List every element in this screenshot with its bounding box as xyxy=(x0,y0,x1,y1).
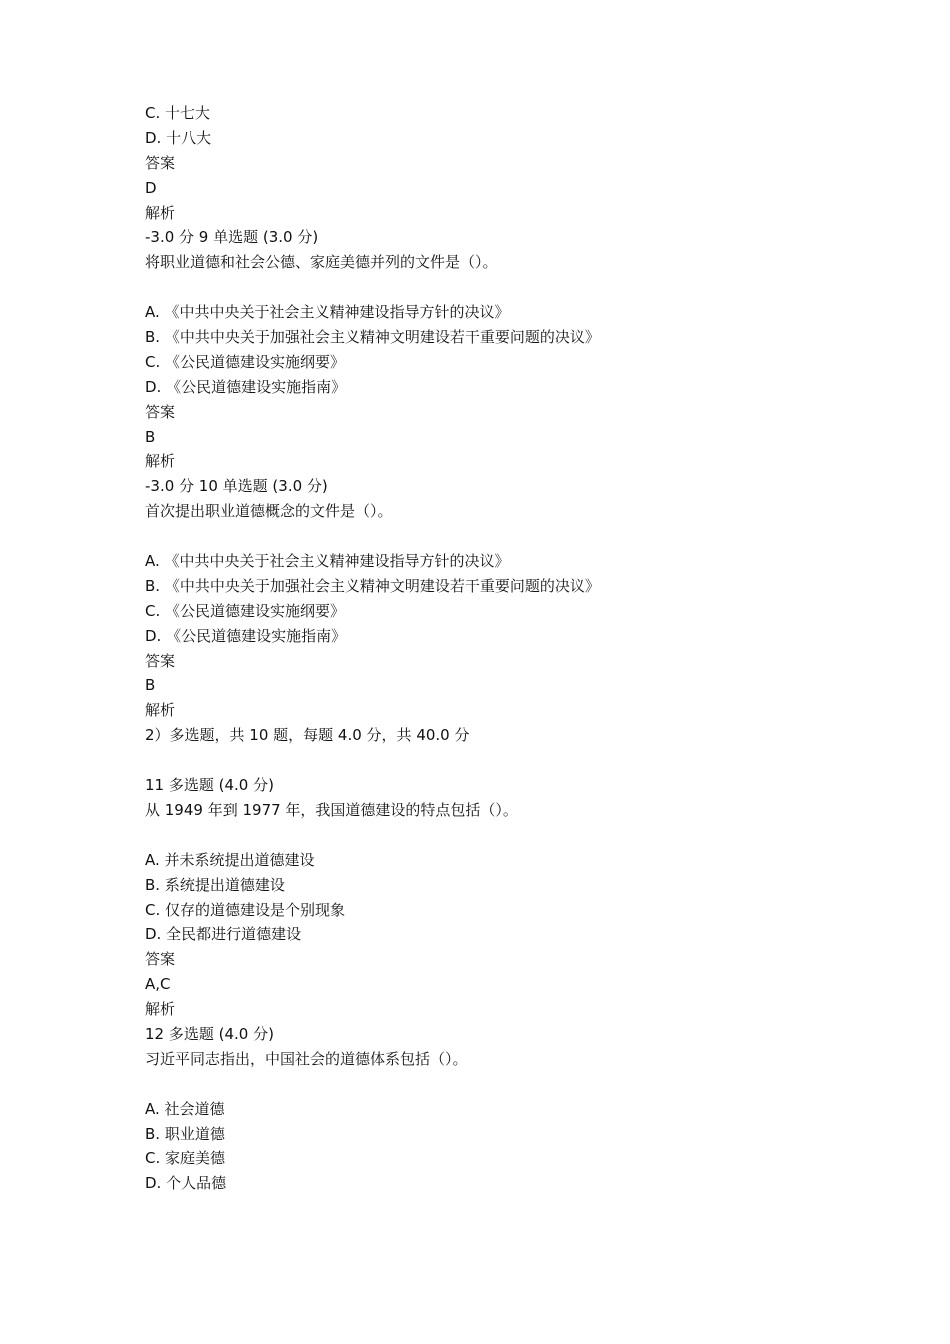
analysis-label: 解析 xyxy=(145,203,176,222)
blank-line xyxy=(145,823,905,848)
option-d-q9: D. 《公民道德建设实施指南》 xyxy=(145,377,347,396)
option-a-q12: A. 社会道德 xyxy=(145,1099,225,1118)
analysis-label: 解析 xyxy=(145,701,176,720)
question-text-10: 首次提出职业道德概念的文件是（）。 xyxy=(145,502,393,521)
option-a-q11: A. 并未系统提出道德建设 xyxy=(145,850,315,869)
option-c-q12: C. 家庭美德 xyxy=(145,1149,226,1168)
option-d-q11: D. 全民都进行道德建设 xyxy=(145,925,302,944)
option-d-q10: D. 《公民道德建设实施指南》 xyxy=(145,626,347,645)
option-b-q9: B. 《中共中央关于加强社会主义精神文明建设若干重要问题的决议》 xyxy=(145,328,600,347)
answer-label: 答案 xyxy=(145,402,176,421)
document-page xyxy=(145,101,905,1196)
question-header-11: 11 多选题 (4.0 分) xyxy=(145,776,274,795)
answer-label: 答案 xyxy=(145,153,176,172)
option-c-q9: C. 《公民道德建设实施纲要》 xyxy=(145,352,346,371)
question-header-9: -3.0 分 9 单选题 (3.0 分) xyxy=(145,228,319,247)
answer-label: 答案 xyxy=(145,950,176,969)
option-b-q11: B. 系统提出道德建设 xyxy=(145,875,285,894)
analysis-label: 解析 xyxy=(145,452,176,471)
option-d-q12: D. 个人品德 xyxy=(145,1174,227,1193)
answer-value: A,C xyxy=(145,975,171,994)
option-a-q9: A. 《中共中央关于社会主义精神建设指导方针的决议》 xyxy=(145,303,510,322)
question-text-9: 将职业道德和社会公德、家庭美德并列的文件是（）。 xyxy=(145,253,498,272)
blank-line xyxy=(145,1072,905,1097)
question-header-10: -3.0 分 10 单选题 (3.0 分) xyxy=(145,477,328,496)
option-c-q8: C. 十七大 xyxy=(145,104,211,122)
answer-value: B xyxy=(145,427,156,446)
blank-line xyxy=(145,524,905,549)
question-text-11: 从 1949 年到 1977 年，我国道德建设的特点包括（）。 xyxy=(145,800,518,819)
option-c-q11: C. 仅存的道德建设是个别现象 xyxy=(145,900,346,919)
blank-line xyxy=(145,275,905,300)
option-c-q10: C. 《公民道德建设实施纲要》 xyxy=(145,601,346,620)
question-header-12: 12 多选题 (4.0 分) xyxy=(145,1024,274,1043)
blank-line xyxy=(145,748,905,773)
option-b-q12: B. 职业道德 xyxy=(145,1124,225,1143)
question-text-12: 习近平同志指出，中国社会的道德体系包括（）。 xyxy=(145,1049,468,1068)
answer-value: B xyxy=(145,676,156,695)
answer-label: 答案 xyxy=(145,651,176,670)
option-b-q10: B. 《中共中央关于加强社会主义精神文明建设若干重要问题的决议》 xyxy=(145,576,600,595)
option-d-q8: D. 十八大 xyxy=(145,128,212,147)
option-a-q10: A. 《中共中央关于社会主义精神建设指导方针的决议》 xyxy=(145,552,510,571)
answer-value: D xyxy=(145,178,157,197)
analysis-label: 解析 xyxy=(145,1000,176,1019)
section-header-multi-choice: 2）多选题，共 10 题，每题 4.0 分，共 40.0 分 xyxy=(145,726,470,745)
